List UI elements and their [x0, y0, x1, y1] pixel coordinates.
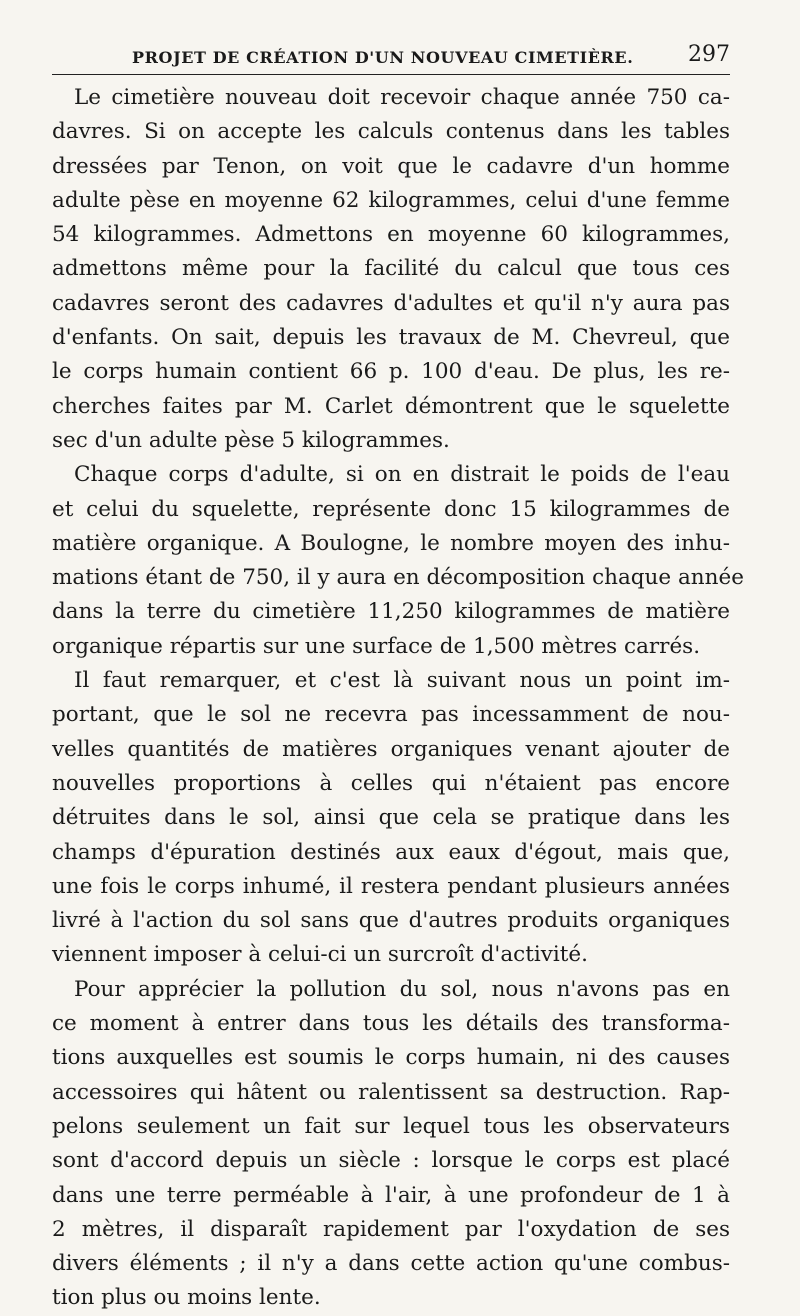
- text-line: Chaque corps d'adulte, si on en distrait le poids de l'eau: [74, 462, 730, 488]
- text-line: matière organique. A Boulogne, le nombre moyen des inhu-: [52, 530, 730, 556]
- paragraph: [52, 81, 730, 458]
- text-line: 54 kilogrammes. Admettons en moyenne 60 kilogrammes,: [52, 222, 730, 248]
- text-line: Pour apprécier la pollution du sol, nous n'avons pas en: [74, 976, 730, 1002]
- text-line: dans la terre du cimetière 11,250 kilogrammes de matière: [52, 599, 730, 625]
- text-line: viennent imposer à celui-ci un surcroît d'activité.: [52, 942, 588, 968]
- text-line: velles quantités de matières organiques venant ajouter de: [52, 736, 730, 762]
- text-line: Il faut remarquer, et c'est là suivant nous un point im-: [74, 668, 730, 694]
- text-line: cherches faites par M. Carlet démontrent que le squelette: [52, 393, 730, 419]
- page-header: [52, 40, 730, 75]
- text-line: adulte pèse en moyenne 62 kilogrammes, celui d'une femme: [52, 187, 730, 213]
- text-line: accessoires qui hâtent ou ralentissent sa destruction. Rap-: [52, 1079, 730, 1105]
- text-line: dressées par Tenon, on voit que le cadavre d'un homme: [52, 153, 730, 179]
- text-line: dans une terre perméable à l'air, à une profondeur de 1 à: [52, 1182, 730, 1208]
- paragraph: [52, 973, 730, 1316]
- text-line: davres. Si on accepte les calculs contenus dans les tables: [52, 119, 730, 145]
- page-number: 297: [688, 42, 730, 67]
- text-line: une fois le corps inhumé, il restera pendant plusieurs années: [52, 873, 730, 899]
- paragraph: [52, 664, 730, 973]
- text-line: Le cimetière nouveau doit recevoir chaque année 750 ca-: [74, 85, 730, 110]
- text-line: livré à l'action du sol sans que d'autres produits organiques: [52, 908, 730, 934]
- text-line: organique répartis sur une surface de 1,500 mètres carrés.: [52, 633, 701, 659]
- text-line: champs d'épuration destinés aux eaux d'égout, mais que,: [52, 839, 730, 865]
- text-line: 2 mètres, il disparaît rapidement par l'oxydation de ses: [52, 1216, 730, 1242]
- running-title: PROJET DE CRÉATION D'UN NOUVEAU CIMETIÈRE.: [132, 48, 634, 67]
- text-line: portant, que le sol ne recevra pas incessamment de nou-: [52, 702, 730, 728]
- text-line: divers éléments ; il n'y a dans cette action qu'une combus-: [52, 1251, 730, 1277]
- text-line: tions auxquelles est soumis le corps humain, ni des causes: [52, 1045, 730, 1071]
- text-line: le corps humain contient 66 p. 100 d'eau. De plus, les re-: [52, 359, 730, 385]
- text-line: sec d'un adulte pèse 5 kilogrammes.: [52, 427, 450, 453]
- body-text: [52, 81, 744, 1316]
- text-line: et celui du squelette, représente donc 15 kilogrammes de: [52, 496, 730, 522]
- text-line: cadavres seront des cadavres d'adultes et qu'il n'y aura pas: [52, 290, 730, 316]
- text-line: nouvelles proportions à celles qui n'étaient pas encore: [52, 770, 730, 796]
- text-line: d'enfants. On sait, depuis les travaux de M. Chevreul, que: [52, 325, 730, 351]
- text-line: admettons même pour la facilité du calcul que tous ces: [52, 256, 730, 282]
- text-line: sont d'accord depuis un siècle : lorsque le corps est placé: [52, 1148, 730, 1174]
- text-line: pelons seulement un fait sur lequel tous les observateurs: [52, 1113, 730, 1139]
- text-line: ce moment à entrer dans tous les détails des transforma-: [52, 1011, 730, 1037]
- paragraph: [52, 458, 744, 664]
- text-line: mations étant de 750, il y aura en décomposition chaque année: [52, 565, 744, 591]
- text-line: tion plus ou moins lente.: [52, 1285, 321, 1311]
- text-line: détruites dans le sol, ainsi que cela se pratique dans les: [52, 805, 730, 831]
